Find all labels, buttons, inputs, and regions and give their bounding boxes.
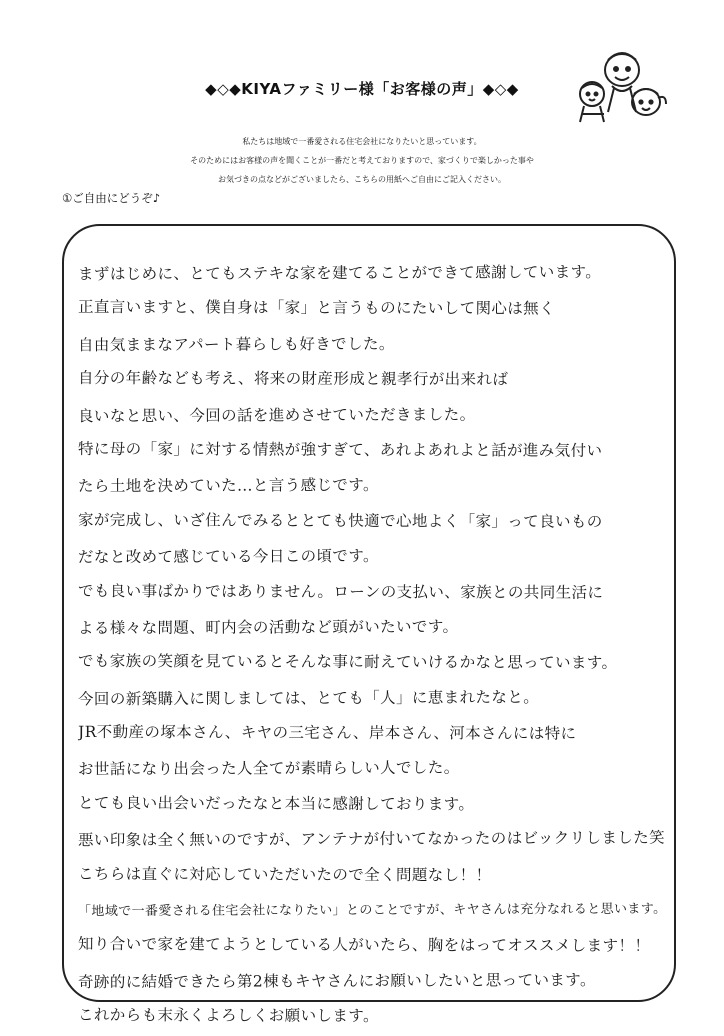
handwritten-line: JR不動産の塚本さん、キヤの三宅さん、岸本さん、河本さんには特に <box>77 723 577 743</box>
form-prompt: ①ご自由にどうぞ♪ <box>62 191 161 205</box>
handwritten-line: 奇跡的に結婚できたら第2棟もキヤさんにお願いしたいと思っています。 <box>77 970 596 992</box>
handwritten-line: よる様々な問題、町内会の活動など頭がいたいです。 <box>77 617 459 638</box>
handwritten-line: 自由気ままなアパート暮らしも好きでした。 <box>77 334 395 355</box>
family-mascot-icon <box>570 42 670 134</box>
intro-line: 私たちは地域で一番愛される住宅会社になりたいと思っています。 <box>242 137 482 146</box>
handwritten-line: 自分の年齢なども考え、将来の財産形成と親孝行が出来れば <box>77 369 509 389</box>
handwritten-line: これからも末永くよろしくお願いします。 <box>77 1006 379 1026</box>
handwritten-line: でも家族の笑顔を見ているとそんな事に耐えていけるかなと思っています。 <box>77 652 618 673</box>
intro-text <box>0 132 724 189</box>
handwritten-line: でも良い事ばかりではありません。ローンの支払い、家族との共同生活に <box>77 581 604 602</box>
page-header-title: ◆◇◆KIYAファミリー様「お客様の声」◆◇◆ <box>205 80 519 98</box>
handwritten-line: とても良い出会いだったなと本当に感謝しております。 <box>77 793 475 814</box>
handwritten-line: まずはじめに、とてもステキな家を建てることができて感謝しています。 <box>77 263 602 284</box>
handwritten-line: お世話になり出会った人全てが素晴らしい人でした。 <box>77 759 460 779</box>
handwritten-line: 今回の新築購入に関しましては、とても「人」に恵まれたなと。 <box>77 687 540 708</box>
handwritten-line: だなと改めて感じている今日この頃です。 <box>77 547 379 567</box>
intro-line: そのためにはお客様の声を聞くことが一番だと考えておりますので、家づくりで楽しかった事や <box>190 156 534 165</box>
handwritten-line: こちらは直ぐに対応していただいたので全く問題なし！！ <box>77 864 492 885</box>
handwritten-comment <box>78 256 668 1035</box>
handwritten-line: 家が完成し、いざ住んでみるととても快適で心地よく「家」って良いもの <box>77 510 603 531</box>
handwritten-line: 悪い印象は全く無いのですが、アンテナが付いてなかったのはビックリしました笑 <box>77 828 666 850</box>
handwritten-line: たら土地を決めていた…と言う感じです。 <box>77 476 379 496</box>
intro-line: お気づきの点などがございましたら、こちらの用紙へご自由にご記入ください。 <box>218 175 506 184</box>
handwritten-line: 「地域で一番愛される住宅会社になりたい」とのことですが、キヤさんは充分なれると思います。 <box>77 901 667 920</box>
handwritten-line: 正直言いますと、僕自身は「家」と言うものにたいして関心は無く <box>77 298 556 319</box>
handwritten-line: 良いなと思い、今回の話を進めさせていただきました。 <box>77 405 476 425</box>
handwritten-line: 特に母の「家」に対する情熱が強すぎて、あれよあれよと話が進み気付い <box>77 439 603 460</box>
handwritten-line: 知り合いで家を建てようとしている人がいたら、胸をはってオススメします！！ <box>77 935 651 956</box>
